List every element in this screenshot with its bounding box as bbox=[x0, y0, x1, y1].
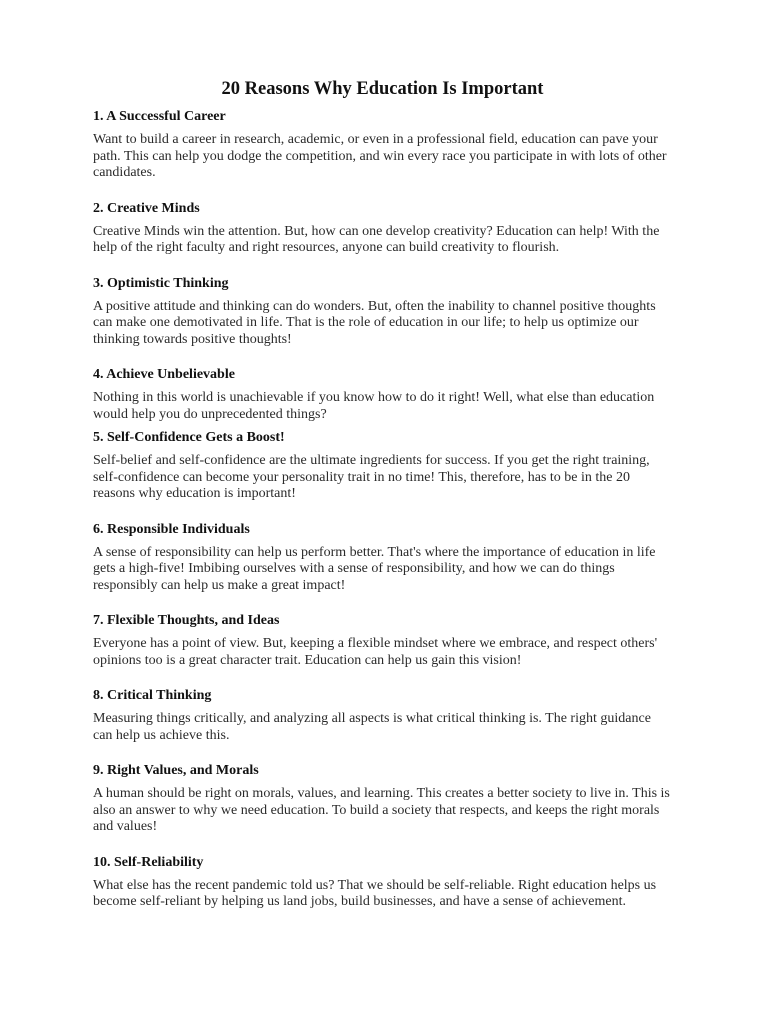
section-flexible-thoughts bbox=[93, 612, 672, 669]
section-right-values bbox=[93, 762, 672, 836]
section-body: Creative Minds win the attention. But, how can one develop creativity? Education can help! With the help of the right faculty and right resources, anyone can build creativity to flourish. bbox=[93, 223, 660, 255]
section-body: What else has the recent pandemic told us? That we should be self-reliable. Right education helps us become self-reliant by helping us land jobs, build businesses, and have a sense of achievement. bbox=[93, 877, 657, 909]
section-heading: 10. Self-Reliability bbox=[93, 854, 204, 870]
section-heading: 2. Creative Minds bbox=[93, 200, 200, 216]
section-heading: 4. Achieve Unbelievable bbox=[93, 367, 235, 382]
section-heading: 9. Right Values, and Morals bbox=[93, 763, 259, 778]
page-title: 20 Reasons Why Education Is Important bbox=[221, 79, 544, 99]
section-successful-career bbox=[93, 108, 672, 182]
section-heading: 7. Flexible Thoughts, and Ideas bbox=[93, 613, 280, 628]
section-body: Everyone has a point of view. But, keeping a flexible mindset where we embrace, and respect others' opinions too is a great character trait. Education can help us gain this vision! bbox=[93, 636, 658, 668]
section-body: Self-belief and self-confidence are the ultimate ingredients for success. If you get the right training, self-confidence can become your personality trait in no time! This, therefore, has to be in the 20 reasons why education is important! bbox=[93, 453, 650, 501]
section-body: A positive attitude and thinking can do wonders. But, often the inability to channel positive thoughts can make one demotivated in life. That is the role of education in our life; to help us optimize our thinking towards positive thoughts! bbox=[93, 298, 656, 347]
section-creative-minds bbox=[93, 200, 672, 257]
section-heading: 8. Critical Thinking bbox=[93, 688, 212, 703]
section-critical-thinking bbox=[93, 687, 672, 744]
section-body: A sense of responsibility can help us perform better. That's where the importance of education in life gets a high-five! Imbibing ourselves with a sense of responsibility, and how we can do things responsibly can help us make a great impact! bbox=[93, 544, 656, 593]
section-body: Measuring things critically, and analyzing all aspects is what critical thinking is. The right guidance can help us achieve this. bbox=[93, 711, 651, 743]
section-self-confidence bbox=[93, 429, 672, 503]
section-heading: 3. Optimistic Thinking bbox=[93, 275, 229, 291]
section-achieve-unbelievable bbox=[93, 366, 672, 423]
section-body: A human should be right on morals, values, and learning. This creates a better society to live in. This is also an answer to why we need education. To build a society that respects, and keeps the right morals and values! bbox=[93, 786, 670, 834]
section-body: Want to build a career in research, academic, or even in a professional field, education can pave your path. This can help you dodge the competition, and win every race you participate in with lots of other candidates. bbox=[93, 132, 667, 180]
section-body: Nothing in this world is unachievable if you know how to do it right! Well, what else than education would help you do unprecedented things? bbox=[93, 390, 655, 422]
section-self-reliability bbox=[93, 854, 672, 911]
section-heading: 6. Responsible Individuals bbox=[93, 521, 250, 537]
section-heading: 5. Self-Confidence Gets a Boost! bbox=[93, 430, 285, 445]
section-heading: 1. A Successful Career bbox=[93, 109, 226, 124]
section-optimistic-thinking bbox=[93, 275, 672, 349]
section-responsible-individuals bbox=[93, 521, 672, 595]
